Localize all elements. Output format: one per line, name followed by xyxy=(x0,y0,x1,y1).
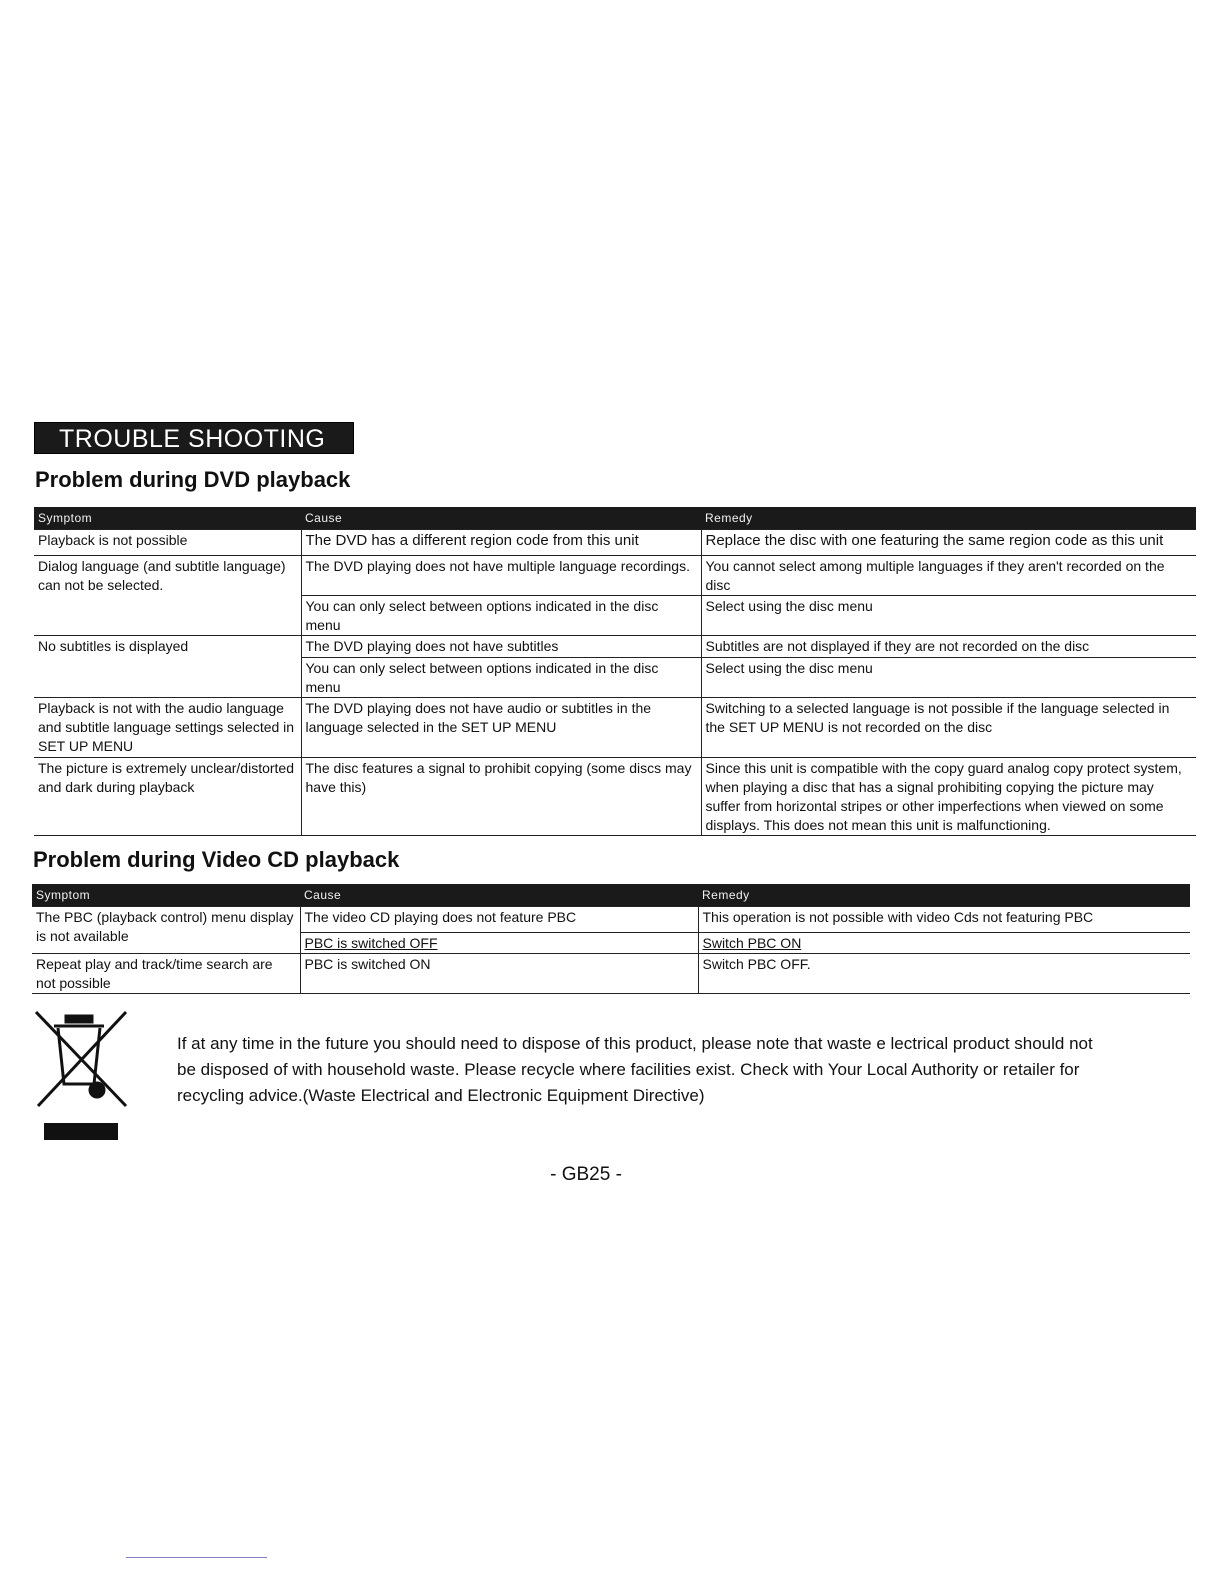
remedy-cell: Replace the disc with one featuring the same region code as this unit xyxy=(701,530,1196,556)
column-header-cause: Cause xyxy=(301,507,701,530)
vcd-section-title: Problem during Video CD playback xyxy=(33,847,400,872)
footer-rule xyxy=(126,1557,267,1558)
column-header-cause: Cause xyxy=(300,884,698,907)
cause-cell: You can only select between options indicated in the disc menu xyxy=(301,658,701,698)
symptom-cell: The picture is extremely unclear/distorted and dark during playback xyxy=(34,758,301,836)
column-header-symptom: Symptom xyxy=(34,507,301,530)
disposal-notice: If at any time in the future you should need to dispose of this product, please note that waste e lectrical product should not be disposed of with household waste. Please recycle where facilities exist. Check with Your Local Authority or retailer for recycling advice.(Waste Electrical and Electronic Equipment Directive) xyxy=(177,1034,1093,1105)
table-row xyxy=(34,758,1196,836)
column-header-symptom: Symptom xyxy=(32,884,300,907)
symptom-cell: Playback is not possible xyxy=(34,530,301,556)
cause-cell: The DVD playing does not have audio or subtitles in the language selected in the SET UP MENU xyxy=(301,698,701,758)
column-header-remedy: Remedy xyxy=(701,507,1196,530)
table-header-row xyxy=(32,884,1190,907)
cause-cell: The disc features a signal to prohibit copying (some discs may have this) xyxy=(301,758,701,836)
remedy-cell: Select using the disc menu xyxy=(701,596,1196,636)
dvd-section-title: Problem during DVD playback xyxy=(35,467,351,492)
crossed-out-bin-icon xyxy=(34,1010,130,1110)
symptom-cell: Dialog language (and subtitle language) can not be selected. xyxy=(34,556,301,636)
table-header-row xyxy=(34,507,1196,530)
cause-cell: PBC is switched OFF xyxy=(300,933,698,954)
remedy-cell: Switching to a selected language is not possible if the language selected in the SET UP MENU is not recorded on the disc xyxy=(701,698,1196,758)
table-row xyxy=(34,556,1196,596)
table-row xyxy=(34,530,1196,556)
table-row xyxy=(32,954,1190,994)
cause-cell: The DVD playing does not have subtitles xyxy=(301,636,701,658)
table-row xyxy=(34,698,1196,758)
cause-cell: You can only select between options indicated in the disc menu xyxy=(301,596,701,636)
page-number: - GB25 - xyxy=(550,1164,622,1185)
remedy-cell: This operation is not possible with video Cds not featuring PBC xyxy=(698,907,1190,933)
remedy-cell: Subtitles are not displayed if they are not recorded on the disc xyxy=(701,636,1196,658)
section-banner: TROUBLE SHOOTING xyxy=(34,422,354,454)
symptom-cell: Playback is not with the audio language and subtitle language settings selected in SET UP MENU xyxy=(34,698,301,758)
remedy-cell: Switch PBC OFF. xyxy=(698,954,1190,994)
cause-cell: The DVD has a different region code from this unit xyxy=(301,530,701,556)
cause-cell: PBC is switched ON xyxy=(300,954,698,994)
column-header-remedy: Remedy xyxy=(698,884,1190,907)
remedy-cell: Select using the disc menu xyxy=(701,658,1196,698)
weee-bar xyxy=(44,1123,118,1140)
table-row xyxy=(34,636,1196,658)
remedy-cell: Since this unit is compatible with the copy guard analog copy protect system, when playing a disc that has a signal prohibiting copying the picture may suffer from horizontal stripes or other imperfections when viewed on some displays. This does not mean this unit is malfunctioning. xyxy=(701,758,1196,836)
symptom-cell: The PBC (playback control) menu display is not available xyxy=(32,907,300,954)
remedy-cell: You cannot select among multiple languages if they aren't recorded on the disc xyxy=(701,556,1196,596)
dvd-troubleshooting-table xyxy=(34,507,1196,836)
vcd-troubleshooting-table xyxy=(32,884,1190,994)
table-row xyxy=(32,907,1190,933)
symptom-cell: Repeat play and track/time search are not possible xyxy=(32,954,300,994)
cause-cell: The video CD playing does not feature PBC xyxy=(300,907,698,933)
symptom-cell: No subtitles is displayed xyxy=(34,636,301,698)
cause-cell: The DVD playing does not have multiple language recordings. xyxy=(301,556,701,596)
remedy-cell: Switch PBC ON xyxy=(698,933,1190,954)
